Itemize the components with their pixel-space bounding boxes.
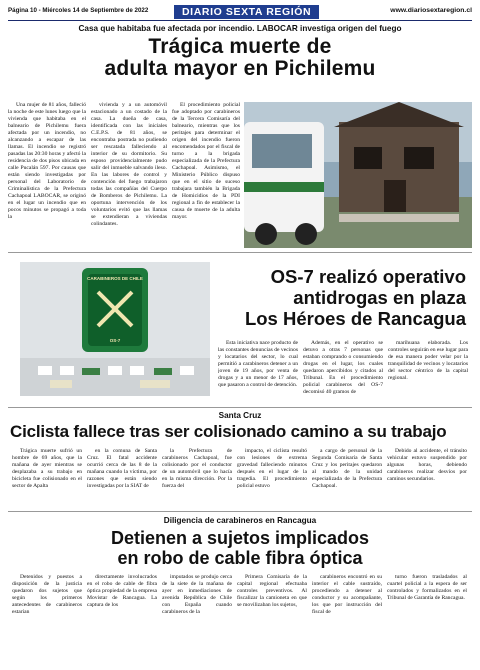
article2-column2: Además, en el operativo se detuvo a otras 7 personas que estaban comprando o consumiendo drogas en el lugar, los cuales quedaron apercibidos y citados al Tribunal. En el procedimiento policial carabineros del OS-7 decomisó 40 gramos de: [303, 340, 383, 395]
emblem-text: CARABINEROS DE CHILE: [87, 276, 143, 281]
seized-drugs-photo: [20, 262, 210, 396]
article4-headline-line1: Detienen a sujetos implicados: [110, 528, 370, 548]
article3-kicker: Santa Cruz: [218, 411, 262, 420]
emblem-motto: OS-7: [109, 338, 121, 343]
article1-headline-line1: Trágica muerte de: [148, 35, 332, 58]
article2-column3: marihuana elaborada. Los controles seguirán en ese lugar para de esa manera poder velar por la tranquilidad de vecinos y locatarios del sector céntrico de la capital regional.: [388, 340, 468, 381]
article1-kicker: Casa que habitaba fue afectada por incendio. LABOCAR investiga origen del fuego: [78, 24, 402, 33]
article4-column6: turno fueron trasladados al cuartel policial a la espera de ser controlados y formalizados en el Tribunal de Garantía de Rancagua.: [387, 574, 467, 601]
article1-column3: El procedimiento policial fue adoptado por carabineros de la Tercera Comisaría del balneario, mientras que los peritajes para determinar el origen del incendio fueron encomendados por el fiscal de turno a la brigada especializada de la Prefectura Cachapoal. Asimismo, el Ministerio Público dispuso que en el sitio de suceso trabajara también la Brigada de Homicidios de la PDI regional a fin de establecer la causa de muerte de la adulta mayor.: [172, 102, 240, 220]
divider-1: [8, 252, 472, 253]
article4-column3: imputados se produjo cerca de la siete de la mañana de ayer en inmediaciones de avenida República de Chile con España cuando carabineros de la: [162, 574, 232, 615]
fire-scene-photo: [244, 102, 472, 248]
article3-column1: Trágica muerte sufrió un hombre de 69 años, que la mañana de ayer mientras se desplazaba a su trabajo en bicicleta fue colisionado en el sector de Apalta: [12, 448, 82, 489]
article3-column5: a cargo de personal de la Segunda Comisaría de Santa Cruz y los peritajes quedaron al mando de la unidad especializada de la Prefectura Cachapoal.: [312, 448, 382, 489]
article2-headline: [214, 266, 466, 329]
article3-column2: en la comuna de Santa Cruz. El fatal accidente ocurrió cerca de las 8 de la mañana cuando la víctima, por razones que están siendo investigadas por la SIAT de: [87, 448, 157, 489]
divider-3: [8, 511, 472, 512]
article4-headline-line2: en robo de cable fibra óptica: [117, 548, 363, 568]
article1-headline-line2: adulta mayor en Pichilemu: [104, 57, 376, 80]
divider-2: [8, 407, 472, 408]
newspaper-name: DIARIO SEXTA REGIÓN: [174, 5, 319, 19]
article4-column1: Detenidos y puestos a disposición de la justicia quedaron dos sujetos que según los primeros antecedentes de carabineros estarían: [12, 574, 82, 615]
article3-column6: Debido al accidente, el tránsito vehicular estuvo suspendido por algunas horas, debiendo carabineros realizar desvíos por caminos secundarios.: [387, 448, 467, 482]
article3-column3: la Prefectura de carabineros Cachapoal, fue colisionado por el conductor de un automóvil que lo hacía en la misma dirección. Por la fuerza del: [162, 448, 232, 489]
article2-headline-line2: antidrogas en plaza: [293, 287, 466, 308]
masthead: [8, 4, 472, 21]
article4-column2: directamente involucrados en el robo de cable de fibra óptica propiedad de la empresa Movistar de Rancagua. La captura de los: [87, 574, 157, 608]
article1-column2: vivienda y a un automóvil estacionado a un costado de la casa. La dueña de casa, identificada con las iniciales C.E.P.S. de 81 años, se encontraba postrada no pudiendo ser rescatada falleciendo al interior de su dormitorio. Su esposo providencialmente pudo salir del inmueble salvando ileso. En las labores de control y contención del fuego trabajaron todas las compañías del Cuerpo de Bomberos de Pichilemu. La oportuna intervención de los voluntarios evitó que las llamas se extendieran a viviendas colindantes.: [91, 102, 167, 227]
article4-column5: carabineros encontró en su interior el cable sustraído, procediendo a detener al conductor y su acompañante, los que por instrucción del fiscal de: [312, 574, 382, 615]
article1-headline: [8, 36, 472, 80]
article4-column4: Primera Comisaría de la capital regional efectuaba controles preventivos. Al fiscalizar la camioneta en que se movilizaban los sujetos,: [237, 574, 307, 608]
article2-column1: Esta iniciativa nace producto de las constantes denuncias de vecinos y locatarios del sector, lo cual permitió a carabineros detener a un joven de 19 años, por venta de drogas y a un menor de 17 años, que pasaron a control de detención.: [218, 340, 298, 388]
article1-column1: Una mujer de 81 años, falleció la noche de este lunes luego que la vivienda que habitaba en el balneario de Pichilemu fuera afectada por un incendio, no alcanzando a escapar de las llamas. El incendio se registró pasadas las 20:30 horas y afectó la residencia de dos pisos ubicada en calle Pucalán 597. Por causas que están siendo investigadas por personal del Laboratorio de Criminalística de la Prefectura Cachapoal LABOCAR, se originó en el lugar un incendio que en pocos minutos se propagó a toda la: [8, 102, 86, 220]
fire-scene-illustration: [244, 102, 472, 248]
article3-column4: impacto, el ciclista resultó con lesiones de extrema gravedad falleciendo minutos después en el lugar de la tragedia. El procedimiento policial estuvo: [237, 448, 307, 489]
website-link[interactable]: www.diariosextaregion.cl: [390, 7, 472, 14]
page-info: Página 10 - Miércoles 14 de Septiembre de 2022: [8, 7, 149, 14]
article4-kicker: Diligencia de carabineros en Rancagua: [163, 516, 317, 525]
seized-drugs-illustration: [20, 262, 210, 396]
article2-headline-line3: Los Héroes de Rancagua: [244, 308, 466, 329]
article2-headline-line1: OS-7 realizó operativo: [270, 266, 466, 287]
article4-headline: [8, 528, 472, 568]
article3-headline: Ciclista fallece tras ser colisionado camino a su trabajo: [10, 422, 447, 441]
